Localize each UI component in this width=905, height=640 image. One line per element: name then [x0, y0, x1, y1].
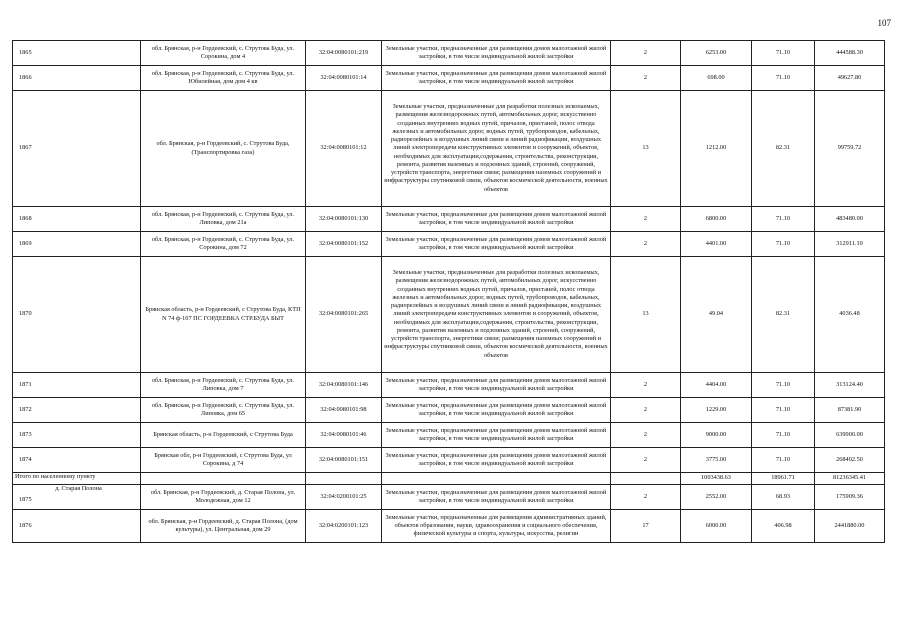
table-row	[13, 91, 885, 207]
land-use-cell: Земельные участки, предназначенные для разработки полезных ископаемых, размещения железнодорожных путей, автомобильных дорог, искусственно созданных внутренних водных путей, причалов, пристаней, полос отвода железных и автомобильных дорог, водных путей, трубопроводов, кабельных, радиорелейных и воздушных линий связи и линий радиофикации, воздушных линий электропередачи конструктивных элементов и сооружений, объектов, необходимых для эксплуатации,содержания, строительства, реконструкции, ремонта, развития наземных и подземных зданий, строений, сооружений, устройств транспорта, энергетики связи; размещения наземных сооружений и инфраструктуры спутниковой связи, объектов космической деятельности, военных объектов	[382, 257, 611, 373]
land-use-cell: Земельные участки, предназначенные для размещения домов малоэтажной жилой застройки, в том числе индивидуальной жилой застройки	[382, 423, 611, 448]
cadastral-table	[12, 40, 885, 543]
use-code-cell: 2	[611, 41, 681, 66]
row-number: 1868	[13, 207, 141, 232]
table-row	[13, 448, 885, 473]
land-use-cell: Земельные участки, предназначенные для размещения домов малоэтажной жилой застройки, в том числе индивидуальной жилой застройки	[382, 373, 611, 398]
table-row	[13, 207, 885, 232]
table-row	[13, 257, 885, 373]
land-use-cell: Земельные участки, предназначенные для размещения административных зданий, объектов образования, науки, здравоохранения и социального обеспечения, физической культуры и спорта, культуры, искусства, религии	[382, 510, 611, 543]
rate-cell: 68.93	[752, 485, 815, 510]
use-code-cell: 2	[611, 373, 681, 398]
area-cell: 698.00	[681, 66, 752, 91]
rate-cell: 82.31	[752, 257, 815, 373]
cadastral-number-cell: 32:04:0080101:14	[306, 66, 382, 91]
cadastral-number-cell: 32:04:0080101:152	[306, 232, 382, 257]
cadastral-number-cell: 32:04:0080101:151	[306, 448, 382, 473]
address-cell: обл. Брянская, р-н Гордеевский, д. Старая Полона, ул. Молодежная, дом 12	[141, 485, 306, 510]
row-number: 1869	[13, 232, 141, 257]
row-number-text: 1875	[19, 496, 32, 504]
table-row	[13, 373, 885, 398]
cadastral-number-cell: 32:04:0080101:219	[306, 41, 382, 66]
empty-cell	[611, 473, 681, 485]
rate-cell: 71.10	[752, 41, 815, 66]
total-value: 81236345.41	[815, 473, 885, 485]
row-number: 1871	[13, 373, 141, 398]
area-cell: 1212.00	[681, 91, 752, 207]
cadastral-number-cell: 32:04:0080101:265	[306, 257, 382, 373]
land-use-cell: Земельные участки, предназначенные для размещения домов малоэтажной жилой застройки, в том числе индивидуальной жилой застройки	[382, 207, 611, 232]
address-cell: обл. Брянская, р-н Гордеевский, с. Струтова Буда, ул. Липовка, дом 65	[141, 398, 306, 423]
total-area: 1003438.63	[681, 473, 752, 485]
area-cell: 9000.00	[681, 423, 752, 448]
cadastral-number-cell: 32:04:0200101:25	[306, 485, 382, 510]
use-code-cell: 13	[611, 91, 681, 207]
cadastral-number-cell: 32:04:0080101:146	[306, 373, 382, 398]
use-code-cell: 2	[611, 448, 681, 473]
row-number: 1870	[13, 257, 141, 373]
value-cell: 4036.48	[815, 257, 885, 373]
area-cell: 6253.00	[681, 41, 752, 66]
total-rate: 18961.71	[752, 473, 815, 485]
address-cell: Брянская область, р-н Гордеевский, с Струтова Буда	[141, 423, 306, 448]
row-number: 1876	[13, 510, 141, 543]
value-cell: 483480.00	[815, 207, 885, 232]
use-code-cell: 2	[611, 66, 681, 91]
table-row	[13, 423, 885, 448]
land-use-cell: Земельные участки, предназначенные для размещения домов малоэтажной жилой застройки, в том числе индивидуальной жилой застройки	[382, 66, 611, 91]
address-cell: обл. Брянская, р-н Гордеевский, с. Струтова Буда, ул. Липовка, дом 21а	[141, 207, 306, 232]
table-row	[13, 510, 885, 543]
area-cell: 49.04	[681, 257, 752, 373]
row-number	[13, 485, 141, 510]
address-cell: обл. Брянская, р-н Гордеевский, с. Струтова Буда, ул. Юбилейная, дом дом 4 кв	[141, 66, 306, 91]
value-cell: 99759.72	[815, 91, 885, 207]
rate-cell: 71.10	[752, 207, 815, 232]
address-cell: обл. Брянская, р-н Гордеевский, с. Струтова Буда, (Транспортировка газа)	[141, 91, 306, 207]
land-use-cell: Земельные участки, предназначенные для размещения домов малоэтажной жилой застройки, в том числе индивидуальной жилой застройки	[382, 448, 611, 473]
table-row	[13, 41, 885, 66]
table-row	[13, 398, 885, 423]
rate-cell: 82.31	[752, 91, 815, 207]
value-cell: 312911.10	[815, 232, 885, 257]
area-cell: 2552.00	[681, 485, 752, 510]
land-use-cell: Земельные участки, предназначенные для разработки полезных ископаемых, размещения железнодорожных путей, автомобильных дорог, искусственно созданных внутренних водных путей, причалов, пристаней, полос отвода железных и автомобильных дорог, водных путей, трубопроводов, кабельных, радиорелейных и воздушных линий связи и линий радиофикации, воздушных линий электропередачи конструктивных элементов и сооружений, объектов, необходимых для эксплуатации,содержания, строительства, реконструкции, ремонта, развития наземных и подземных зданий, строений, сооружений, устройств транспорта, энергетики связи; размещения наземных сооружений и инфраструктуры спутниковой связи, объектов космической деятельности, военных объектов	[382, 91, 611, 207]
area-cell: 6000.00	[681, 510, 752, 543]
use-code-cell: 2	[611, 398, 681, 423]
rate-cell: 71.10	[752, 423, 815, 448]
value-cell: 444588.30	[815, 41, 885, 66]
area-cell: 4404.00	[681, 373, 752, 398]
use-code-cell: 17	[611, 510, 681, 543]
total-row	[13, 473, 885, 485]
address-cell: обл. Брянская, р-н Гордеевский, с. Струтова Буда, ул. Липовка, дом 7	[141, 373, 306, 398]
area-cell: 1229.00	[681, 398, 752, 423]
value-cell: 268402.50	[815, 448, 885, 473]
cadastral-number-cell: 32:04:0080101:12	[306, 91, 382, 207]
rate-cell: 71.10	[752, 232, 815, 257]
address-cell: обл. Брянская, р-н Гордеевский, с. Струтова Буда, ул. Сорокина, дом 72	[141, 232, 306, 257]
rate-cell: 71.10	[752, 398, 815, 423]
land-use-cell: Земельные участки, предназначенные для размещения домов малоэтажной жилой застройки, в том числе индивидуальной жилой застройки	[382, 232, 611, 257]
land-use-cell: Земельные участки, предназначенные для размещения домов малоэтажной жилой застройки, в том числе индивидуальной жилой застройки	[382, 41, 611, 66]
empty-cell	[141, 473, 306, 485]
area-cell: 4401.00	[681, 232, 752, 257]
value-cell: 175909.36	[815, 485, 885, 510]
rate-cell: 406.98	[752, 510, 815, 543]
table-row	[13, 66, 885, 91]
row-number: 1874	[13, 448, 141, 473]
empty-cell	[306, 473, 382, 485]
value-cell: 639900.00	[815, 423, 885, 448]
rate-cell: 71.10	[752, 373, 815, 398]
row-number: 1867	[13, 91, 141, 207]
use-code-cell: 2	[611, 485, 681, 510]
value-cell: 313124.40	[815, 373, 885, 398]
rate-cell: 71.10	[752, 448, 815, 473]
land-use-cell: Земельные участки, предназначенные для размещения домов малоэтажной жилой застройки, в том числе индивидуальной жилой застройки	[382, 485, 611, 510]
area-cell: 6800.00	[681, 207, 752, 232]
row-number: 1866	[13, 66, 141, 91]
cadastral-number-cell: 32:04:0200101:123	[306, 510, 382, 543]
total-label: Итого по населенному пункту	[13, 473, 141, 485]
land-use-cell: Земельные участки, предназначенные для размещения домов малоэтажной жилой застройки, в том числе индивидуальной жилой застройки	[382, 398, 611, 423]
address-cell: Брянская область, р-н Гордеевский, с Струтова Буда, КТП N 74 ф-107 ПС ГОРДЕЕВКА СТР.БУДА БЫТ	[141, 257, 306, 373]
locality-label: д. Старая Полона	[55, 485, 102, 492]
cadastral-number-cell: 32:04:0080101:46	[306, 423, 382, 448]
use-code-cell: 2	[611, 232, 681, 257]
address-cell: Брянская обл, р-н Гордеевский, с Струтова Буда, ул Сорокина, д 74	[141, 448, 306, 473]
value-cell: 49627.80	[815, 66, 885, 91]
value-cell: 2441880.00	[815, 510, 885, 543]
cadastral-number-cell: 32:04:0080101:130	[306, 207, 382, 232]
page-number: 107	[877, 18, 891, 28]
row-number: 1873	[13, 423, 141, 448]
value-cell: 87381.90	[815, 398, 885, 423]
address-cell: обл. Брянская, р-н Гордеевский, с. Струтова Буда, ул. Сорокина, дом 4	[141, 41, 306, 66]
row-number: 1865	[13, 41, 141, 66]
table-body	[13, 41, 885, 543]
table-row	[13, 485, 885, 510]
address-cell: обл. Брянская, р-н Гордеевский, д. Старая Полона, (дом культуры), ул. Центральная, дом 29	[141, 510, 306, 543]
use-code-cell: 13	[611, 257, 681, 373]
row-number: 1872	[13, 398, 141, 423]
table-row	[13, 232, 885, 257]
area-cell: 3775.00	[681, 448, 752, 473]
empty-cell	[382, 473, 611, 485]
cadastral-number-cell: 32:04:0080101:98	[306, 398, 382, 423]
rate-cell: 71.10	[752, 66, 815, 91]
use-code-cell: 2	[611, 207, 681, 232]
use-code-cell: 2	[611, 423, 681, 448]
